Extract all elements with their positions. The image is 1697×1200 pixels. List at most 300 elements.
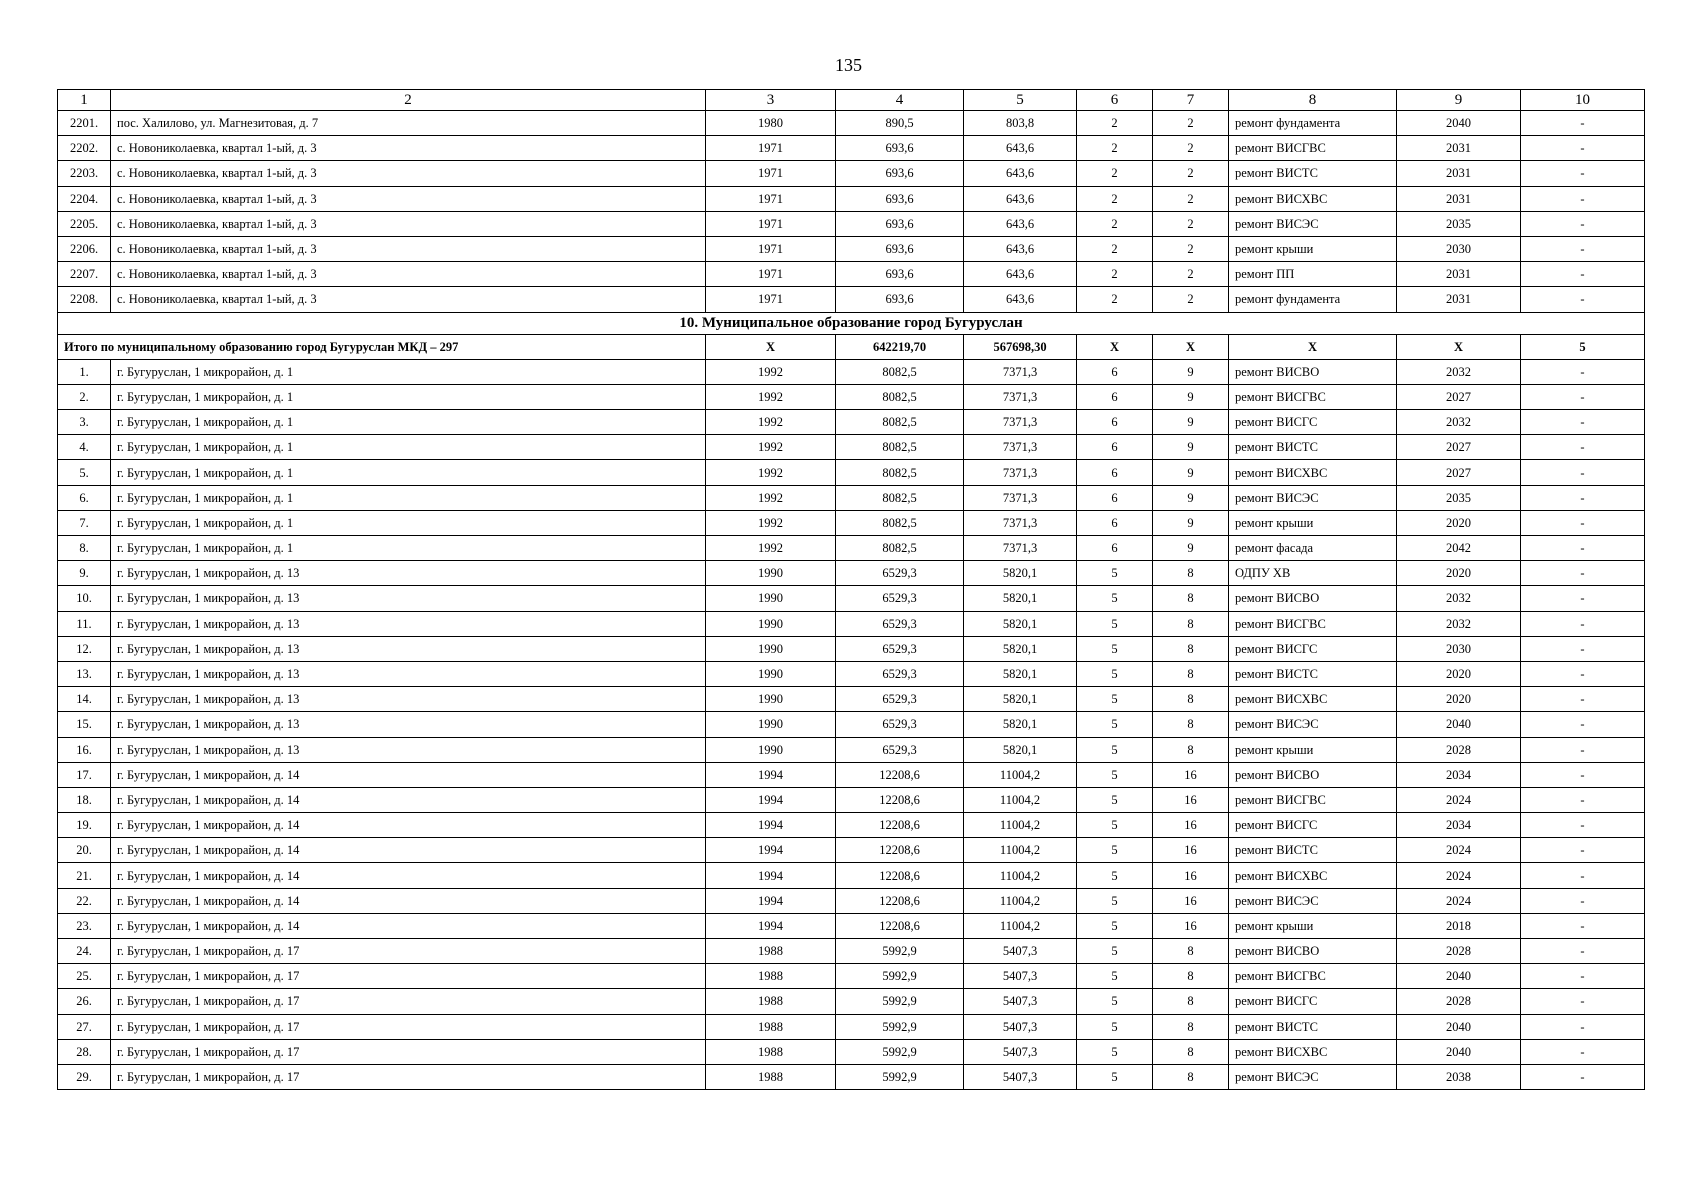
table-cell: 16	[1153, 863, 1229, 888]
table-row	[58, 737, 1645, 762]
table-cell: 16	[1153, 913, 1229, 938]
table-cell: г. Бугуруслан, 1 микрорайон, д. 1	[111, 460, 706, 485]
table-cell: 12208,6	[836, 913, 964, 938]
table-cell: г. Бугуруслан, 1 микрорайон, д. 14	[111, 888, 706, 913]
table-cell: 11004,2	[964, 813, 1077, 838]
table-cell: 5992,9	[836, 1014, 964, 1039]
table-cell: г. Бугуруслан, 1 микрорайон, д. 14	[111, 838, 706, 863]
table-cell: с. Новониколаевка, квартал 1-ый, д. 3	[111, 186, 706, 211]
table-cell: 2034	[1397, 762, 1521, 787]
table-cell: 2038	[1397, 1064, 1521, 1089]
table-cell: 643,6	[964, 136, 1077, 161]
table-cell: ремонт ВИСГС	[1229, 410, 1397, 435]
table-cell: г. Бугуруслан, 1 микрорайон, д. 1	[111, 485, 706, 510]
table-cell: г. Бугуруслан, 1 микрорайон, д. 13	[111, 561, 706, 586]
table-cell: с. Новониколаевка, квартал 1-ый, д. 3	[111, 136, 706, 161]
table-cell: 1980	[706, 111, 836, 136]
table-cell: ремонт ВИСТС	[1229, 661, 1397, 686]
table-cell: 2	[1077, 287, 1153, 312]
table-cell: с. Новониколаевка, квартал 1-ый, д. 3	[111, 262, 706, 287]
table-cell: 12208,6	[836, 787, 964, 812]
table-cell: 5	[1077, 611, 1153, 636]
table-cell: с. Новониколаевка, квартал 1-ый, д. 3	[111, 287, 706, 312]
table-cell: 5820,1	[964, 611, 1077, 636]
table-cell: 5992,9	[836, 1039, 964, 1064]
table-cell: 1988	[706, 1039, 836, 1064]
section-row	[58, 312, 1645, 334]
table-cell: 2024	[1397, 888, 1521, 913]
table-cell: 2031	[1397, 287, 1521, 312]
table-row	[58, 712, 1645, 737]
table-cell: 1992	[706, 410, 836, 435]
table-cell: г. Бугуруслан, 1 микрорайон, д. 1	[111, 435, 706, 460]
table-cell: 6529,3	[836, 611, 964, 636]
table-cell: с. Новониколаевка, квартал 1-ый, д. 3	[111, 236, 706, 261]
table-cell: -	[1521, 712, 1645, 737]
table-cell: 9	[1153, 460, 1229, 485]
table-cell: -	[1521, 838, 1645, 863]
table-cell: 9	[1153, 435, 1229, 460]
table-cell: 5	[1077, 586, 1153, 611]
table-cell: 5992,9	[836, 964, 964, 989]
table-cell: 27.	[58, 1014, 111, 1039]
table-row	[58, 687, 1645, 712]
table-cell: г. Бугуруслан, 1 микрорайон, д. 13	[111, 712, 706, 737]
table-cell: -	[1521, 485, 1645, 510]
table-cell: 16	[1153, 813, 1229, 838]
table-cell: 8082,5	[836, 510, 964, 535]
table-cell: 7371,3	[964, 536, 1077, 561]
table-cell: ремонт ВИСВО	[1229, 586, 1397, 611]
table-cell: ремонт ВИСХВС	[1229, 186, 1397, 211]
table-cell: ремонт фундамента	[1229, 287, 1397, 312]
table-cell: 2032	[1397, 410, 1521, 435]
table-cell: -	[1521, 888, 1645, 913]
table-row	[58, 1014, 1645, 1039]
table-cell: 5	[1077, 913, 1153, 938]
table-cell: -	[1521, 410, 1645, 435]
table-cell: 8082,5	[836, 536, 964, 561]
table-row	[58, 384, 1645, 409]
table-cell: 2206.	[58, 236, 111, 261]
table-cell: 1990	[706, 636, 836, 661]
table-cell: 2	[1153, 136, 1229, 161]
table-cell: 5820,1	[964, 636, 1077, 661]
table-row	[58, 161, 1645, 186]
table-cell: 7371,3	[964, 384, 1077, 409]
table-cell: 5992,9	[836, 1064, 964, 1089]
column-number: 4	[836, 90, 964, 111]
table-cell: 2030	[1397, 636, 1521, 661]
table-cell: 1988	[706, 1064, 836, 1089]
table-cell: -	[1521, 287, 1645, 312]
table-cell: 5	[1077, 687, 1153, 712]
table-cell: -	[1521, 111, 1645, 136]
table-cell: 693,6	[836, 161, 964, 186]
table-cell: 8082,5	[836, 359, 964, 384]
table-cell: 2035	[1397, 485, 1521, 510]
table-cell: г. Бугуруслан, 1 микрорайон, д. 13	[111, 737, 706, 762]
table-cell: -	[1521, 661, 1645, 686]
table-cell: 11004,2	[964, 888, 1077, 913]
total-label: Итого по муниципальному образованию город Бугуруслан МКД – 297	[58, 334, 706, 359]
table-cell: -	[1521, 787, 1645, 812]
table-cell: 8	[1153, 687, 1229, 712]
table-body	[58, 90, 1645, 1090]
table-cell: 2024	[1397, 838, 1521, 863]
table-cell: г. Бугуруслан, 1 микрорайон, д. 13	[111, 636, 706, 661]
table-cell: г. Бугуруслан, 1 микрорайон, д. 1	[111, 384, 706, 409]
table-cell: 5	[1077, 838, 1153, 863]
table-cell: 6529,3	[836, 636, 964, 661]
table-cell: 5820,1	[964, 737, 1077, 762]
table-cell: 6	[1077, 460, 1153, 485]
table-cell: 11004,2	[964, 913, 1077, 938]
table-cell: г. Бугуруслан, 1 микрорайон, д. 13	[111, 687, 706, 712]
table-cell: с. Новониколаевка, квартал 1-ый, д. 3	[111, 161, 706, 186]
table-cell: 25.	[58, 964, 111, 989]
table-cell: 2	[1153, 211, 1229, 236]
table-cell: 23.	[58, 913, 111, 938]
table-cell: -	[1521, 913, 1645, 938]
total-cell: 642219,70	[836, 334, 964, 359]
table-cell: 5	[1077, 989, 1153, 1014]
table-cell: 2032	[1397, 611, 1521, 636]
table-cell: 8	[1153, 989, 1229, 1014]
table-cell: 1971	[706, 186, 836, 211]
page-number: 135	[835, 55, 862, 75]
table-cell: 7371,3	[964, 435, 1077, 460]
table-cell: г. Бугуруслан, 1 микрорайон, д. 17	[111, 1014, 706, 1039]
table-cell: ремонт ВИСЭС	[1229, 712, 1397, 737]
table-cell: 6	[1077, 410, 1153, 435]
table-cell: г. Бугуруслан, 1 микрорайон, д. 17	[111, 1039, 706, 1064]
table-cell: 5	[1077, 1064, 1153, 1089]
table-cell: 2	[1077, 186, 1153, 211]
table-cell: 2020	[1397, 687, 1521, 712]
table-cell: г. Бугуруслан, 1 микрорайон, д. 13	[111, 611, 706, 636]
table-cell: 5	[1077, 813, 1153, 838]
table-cell: -	[1521, 813, 1645, 838]
table-cell: 5820,1	[964, 712, 1077, 737]
table-row	[58, 485, 1645, 510]
table-cell: 1992	[706, 536, 836, 561]
table-cell: 8082,5	[836, 410, 964, 435]
table-cell: 5	[1077, 888, 1153, 913]
table-cell: 803,8	[964, 111, 1077, 136]
table-cell: 5820,1	[964, 687, 1077, 712]
table-cell: пос. Халилово, ул. Магнезитовая, д. 7	[111, 111, 706, 136]
table-cell: 11004,2	[964, 787, 1077, 812]
table-cell: 24.	[58, 939, 111, 964]
table-cell: -	[1521, 211, 1645, 236]
table-cell: 2027	[1397, 435, 1521, 460]
table-cell: 6529,3	[836, 737, 964, 762]
table-row	[58, 661, 1645, 686]
table-cell: ремонт ВИСТС	[1229, 161, 1397, 186]
table-cell: г. Бугуруслан, 1 микрорайон, д. 14	[111, 787, 706, 812]
table-cell: 1992	[706, 359, 836, 384]
table-cell: 9	[1153, 384, 1229, 409]
table-cell: ремонт ВИСЭС	[1229, 888, 1397, 913]
table-cell: 29.	[58, 1064, 111, 1089]
table-cell: 2028	[1397, 737, 1521, 762]
table-cell: 6	[1077, 384, 1153, 409]
table-cell: г. Бугуруслан, 1 микрорайон, д. 14	[111, 762, 706, 787]
table-cell: 693,6	[836, 211, 964, 236]
table-cell: 5820,1	[964, 586, 1077, 611]
table-cell: 6529,3	[836, 561, 964, 586]
table-cell: ремонт ВИСТС	[1229, 435, 1397, 460]
table-row	[58, 636, 1645, 661]
table-cell: с. Новониколаевка, квартал 1-ый, д. 3	[111, 211, 706, 236]
table-cell: ремонт ВИСГС	[1229, 636, 1397, 661]
table-cell: 1.	[58, 359, 111, 384]
table-cell: 2020	[1397, 661, 1521, 686]
table-cell: 5	[1077, 762, 1153, 787]
table-cell: 10.	[58, 586, 111, 611]
table-cell: 16	[1153, 762, 1229, 787]
table-cell: ремонт ВИСТС	[1229, 838, 1397, 863]
column-number: 2	[111, 90, 706, 111]
table-cell: 5	[1077, 712, 1153, 737]
table-cell: 8.	[58, 536, 111, 561]
table-cell: ремонт крыши	[1229, 913, 1397, 938]
table-cell: 8	[1153, 1064, 1229, 1089]
table-cell: 8	[1153, 561, 1229, 586]
table-cell: ремонт ВИСГВС	[1229, 136, 1397, 161]
table-cell: 28.	[58, 1039, 111, 1064]
total-cell: Х	[706, 334, 836, 359]
table-cell: 1994	[706, 913, 836, 938]
table-cell: г. Бугуруслан, 1 микрорайон, д. 14	[111, 913, 706, 938]
table-cell: 2031	[1397, 186, 1521, 211]
table-cell: ремонт ВИСВО	[1229, 359, 1397, 384]
table-cell: 2042	[1397, 536, 1521, 561]
table-row	[58, 460, 1645, 485]
table-cell: -	[1521, 762, 1645, 787]
table-cell: 643,6	[964, 161, 1077, 186]
table-cell: 2040	[1397, 111, 1521, 136]
table-cell: 5	[1077, 787, 1153, 812]
table-cell: 1971	[706, 211, 836, 236]
table-cell: 26.	[58, 989, 111, 1014]
table-cell: 1990	[706, 737, 836, 762]
table-cell: -	[1521, 737, 1645, 762]
table-cell: 1988	[706, 939, 836, 964]
table-row	[58, 989, 1645, 1014]
table-cell: 13.	[58, 661, 111, 686]
table-cell: 8	[1153, 636, 1229, 661]
table-cell: 643,6	[964, 236, 1077, 261]
table-cell: г. Бугуруслан, 1 микрорайон, д. 13	[111, 586, 706, 611]
table-row	[58, 888, 1645, 913]
column-number: 8	[1229, 90, 1397, 111]
table-cell: 5.	[58, 460, 111, 485]
table-row	[58, 510, 1645, 535]
table-cell: ремонт ВИСХВС	[1229, 863, 1397, 888]
table-cell: 5820,1	[964, 561, 1077, 586]
table-cell: 2035	[1397, 211, 1521, 236]
table-cell: 1990	[706, 687, 836, 712]
table-cell: -	[1521, 359, 1645, 384]
table-cell: 8082,5	[836, 384, 964, 409]
table-cell: 2	[1153, 236, 1229, 261]
table-cell: 2201.	[58, 111, 111, 136]
table-cell: 18.	[58, 787, 111, 812]
table-cell: 8	[1153, 737, 1229, 762]
table-cell: 2.	[58, 384, 111, 409]
table-cell: 693,6	[836, 136, 964, 161]
table-cell: г. Бугуруслан, 1 микрорайон, д. 14	[111, 813, 706, 838]
table-cell: 2	[1077, 211, 1153, 236]
capital-repair-table	[57, 89, 1645, 1090]
table-cell: 693,6	[836, 262, 964, 287]
column-number: 9	[1397, 90, 1521, 111]
table-cell: 12208,6	[836, 813, 964, 838]
table-cell: 17.	[58, 762, 111, 787]
table-cell: ремонт ВИСТС	[1229, 1014, 1397, 1039]
table-cell: 4.	[58, 435, 111, 460]
table-cell: 11.	[58, 611, 111, 636]
table-cell: 16	[1153, 838, 1229, 863]
table-cell: 1992	[706, 485, 836, 510]
table-cell: 1988	[706, 1014, 836, 1039]
table-cell: -	[1521, 1064, 1645, 1089]
table-row	[58, 111, 1645, 136]
table-cell: 3.	[58, 410, 111, 435]
table-cell: ремонт ВИСЭС	[1229, 1064, 1397, 1089]
table-cell: 15.	[58, 712, 111, 737]
table-cell: 2030	[1397, 236, 1521, 261]
table-cell: 19.	[58, 813, 111, 838]
table-cell: 1992	[706, 510, 836, 535]
table-cell: 6	[1077, 435, 1153, 460]
table-cell: -	[1521, 1014, 1645, 1039]
table-cell: 6.	[58, 485, 111, 510]
table-cell: 9.	[58, 561, 111, 586]
table-cell: 9	[1153, 485, 1229, 510]
table-cell: ремонт ВИСГВС	[1229, 611, 1397, 636]
table-cell: 2031	[1397, 161, 1521, 186]
table-cell: ремонт фасада	[1229, 536, 1397, 561]
table-cell: -	[1521, 262, 1645, 287]
table-cell: г. Бугуруслан, 1 микрорайон, д. 17	[111, 939, 706, 964]
table-row	[58, 586, 1645, 611]
table-cell: ремонт крыши	[1229, 236, 1397, 261]
table-cell: ремонт ВИСГВС	[1229, 384, 1397, 409]
table-cell: 5	[1077, 661, 1153, 686]
table-cell: 5	[1077, 561, 1153, 586]
table-cell: ремонт ВИСХВС	[1229, 687, 1397, 712]
table-cell: 2028	[1397, 939, 1521, 964]
table-cell: 1990	[706, 561, 836, 586]
table-cell: 2	[1077, 236, 1153, 261]
column-number: 1	[58, 90, 111, 111]
table-cell: -	[1521, 236, 1645, 261]
table-cell: г. Бугуруслан, 1 микрорайон, д. 17	[111, 964, 706, 989]
table-row	[58, 787, 1645, 812]
table-cell: -	[1521, 863, 1645, 888]
column-number: 10	[1521, 90, 1645, 111]
table-cell: 2	[1077, 111, 1153, 136]
table-cell: ремонт ВИСГС	[1229, 813, 1397, 838]
table-cell: 2040	[1397, 712, 1521, 737]
table-cell: 2208.	[58, 287, 111, 312]
table-cell: 7.	[58, 510, 111, 535]
table-cell: ремонт ВИСЭС	[1229, 485, 1397, 510]
table-cell: 1992	[706, 384, 836, 409]
table-cell: 1971	[706, 136, 836, 161]
table-cell: 2	[1153, 287, 1229, 312]
table-cell: 643,6	[964, 262, 1077, 287]
table-cell: г. Бугуруслан, 1 микрорайон, д. 13	[111, 661, 706, 686]
column-number: 3	[706, 90, 836, 111]
table-cell: -	[1521, 136, 1645, 161]
table-cell: 5820,1	[964, 661, 1077, 686]
table-cell: 16	[1153, 888, 1229, 913]
table-cell: 5407,3	[964, 1014, 1077, 1039]
table-cell: 1994	[706, 813, 836, 838]
table-cell: 5	[1077, 939, 1153, 964]
table-row	[58, 1064, 1645, 1089]
table-cell: 2032	[1397, 359, 1521, 384]
table-cell: 6529,3	[836, 687, 964, 712]
table-cell: 2020	[1397, 510, 1521, 535]
table-cell: 2027	[1397, 460, 1521, 485]
table-cell: -	[1521, 611, 1645, 636]
table-cell: 1990	[706, 712, 836, 737]
table-row	[58, 410, 1645, 435]
table-cell: -	[1521, 1039, 1645, 1064]
table-cell: г. Бугуруслан, 1 микрорайон, д. 1	[111, 510, 706, 535]
table-cell: г. Бугуруслан, 1 микрорайон, д. 1	[111, 536, 706, 561]
table-cell: 1994	[706, 863, 836, 888]
table-cell: 890,5	[836, 111, 964, 136]
table-cell: -	[1521, 964, 1645, 989]
column-number: 7	[1153, 90, 1229, 111]
table-cell: 2	[1153, 186, 1229, 211]
table-row	[58, 359, 1645, 384]
table-cell: 8	[1153, 712, 1229, 737]
table-cell: 11004,2	[964, 762, 1077, 787]
table-row	[58, 939, 1645, 964]
table-cell: 2	[1077, 136, 1153, 161]
table-cell: 1990	[706, 611, 836, 636]
table-cell: 2031	[1397, 136, 1521, 161]
table-cell: 1994	[706, 787, 836, 812]
table-cell: 2207.	[58, 262, 111, 287]
table-cell: ремонт ВИСГС	[1229, 989, 1397, 1014]
table-cell: -	[1521, 510, 1645, 535]
table-row	[58, 813, 1645, 838]
table-cell: 14.	[58, 687, 111, 712]
table-row	[58, 913, 1645, 938]
table-cell: 1992	[706, 460, 836, 485]
table-cell: -	[1521, 435, 1645, 460]
table-cell: 5	[1077, 863, 1153, 888]
table-cell: 8082,5	[836, 485, 964, 510]
table-cell: 1994	[706, 762, 836, 787]
table-cell: -	[1521, 687, 1645, 712]
table-cell: 1994	[706, 838, 836, 863]
table-cell: 5407,3	[964, 989, 1077, 1014]
table-cell: 6	[1077, 485, 1153, 510]
table-row	[58, 863, 1645, 888]
column-number-row	[58, 90, 1645, 111]
table-cell: г. Бугуруслан, 1 микрорайон, д. 1	[111, 410, 706, 435]
table-cell: 1990	[706, 661, 836, 686]
